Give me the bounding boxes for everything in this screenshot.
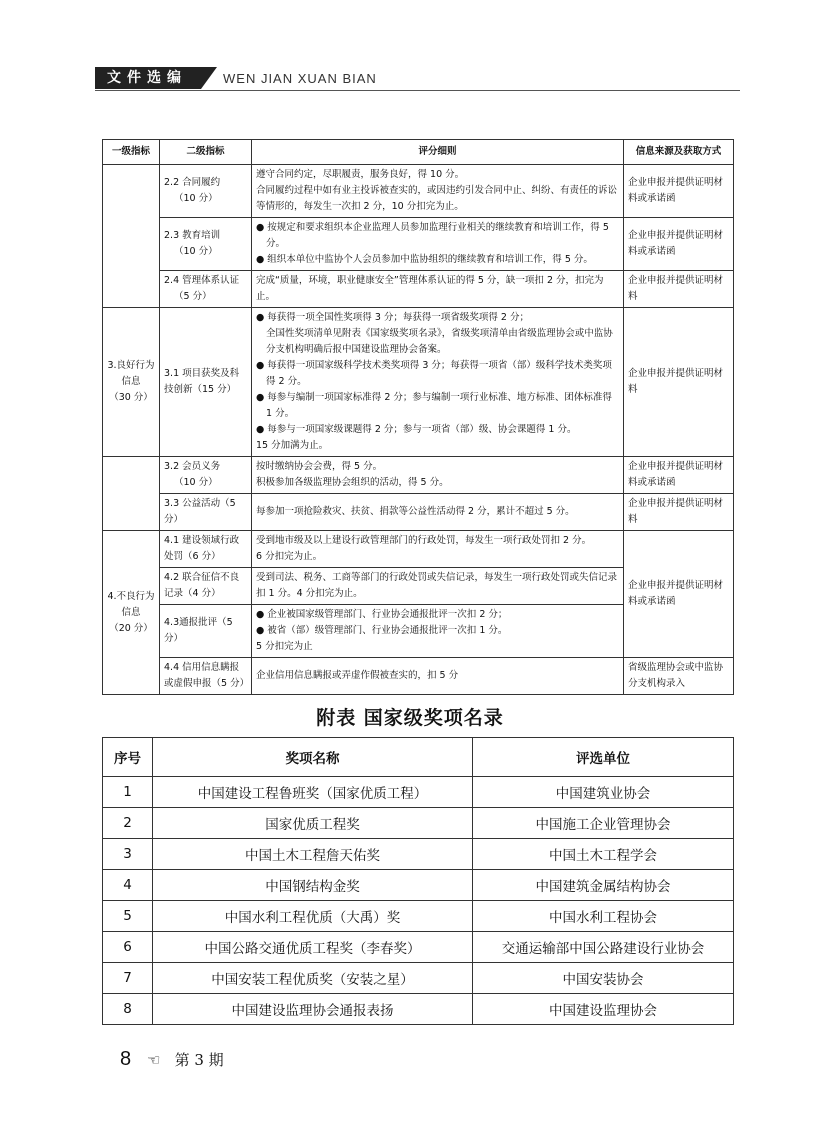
award-name-cell: 中国水利工程优质（大禹）奖	[153, 901, 473, 932]
award-name-cell: 中国建设工程鲁班奖（国家优质工程）	[153, 777, 473, 808]
table-row	[103, 494, 734, 531]
seq-cell: 7	[103, 963, 153, 994]
rules-cell: 完成“质量，环境，职业健康安全”管理体系认证的得 5 分，缺一项扣 2 分，扣完为止。	[252, 271, 624, 308]
table-row	[103, 218, 734, 271]
level1-cell	[103, 457, 160, 531]
organizer-cell: 中国建筑业协会	[473, 777, 734, 808]
table-row	[103, 808, 734, 839]
rules-cell: ● 按规定和要求组织本企业监理人员参加监理行业相关的继续教育和培训工作，得 5 分。 ● 组织本单位中监协个人会员参加中监协组织的继续教育和培训工作，得 5 分。	[252, 218, 624, 271]
source-cell: 企业申报并提供证明材料	[624, 494, 734, 531]
source-cell: 省级监理协会或中监协分支机构录入	[624, 658, 734, 695]
seq-cell: 5	[103, 901, 153, 932]
appendix-title: 附表 国家级奖项名录	[316, 707, 504, 729]
table-row	[103, 994, 734, 1025]
organizer-cell: 中国土木工程学会	[473, 839, 734, 870]
seq-cell: 3	[103, 839, 153, 870]
level1-cell: 4.不良行为 信息 （20 分）	[103, 531, 160, 695]
section-tab: 文件选编	[95, 67, 201, 89]
header-rule	[95, 90, 740, 91]
rules-cell: 受到地市级及以上建设行政管理部门的行政处罚，每发生一项行政处罚扣 2 分。 6 分扣完为止。	[252, 531, 624, 568]
rules-cell: ● 企业被国家级管理部门、行业协会通报批评一次扣 2 分； ● 被省（部）级管理部门、行业协会通报批评一次扣 1 分。 5 分扣完为止	[252, 605, 624, 658]
award-name-cell: 中国安装工程优质奖（安装之星）	[153, 963, 473, 994]
organizer-cell: 中国水利工程协会	[473, 901, 734, 932]
source-cell: 企业申报并提供证明材料	[624, 271, 734, 308]
table-row	[103, 901, 734, 932]
award-name-cell: 中国公路交通优质工程奖（李春奖）	[153, 932, 473, 963]
table-row	[103, 308, 734, 457]
rules-cell: 每参加一项抢险救灾、扶贫、捐款等公益性活动得 2 分，累计不超过 5 分。	[252, 494, 624, 531]
seq-cell: 8	[103, 994, 153, 1025]
organizer-cell: 中国建筑金属结构协会	[473, 870, 734, 901]
rules-cell: 受到司法、税务、工商等部门的行政处罚或失信记录，每发生一项行政处罚或失信记录扣 1 分。4 分扣完为止。	[252, 568, 624, 605]
level2-cell: 2.3 教育培训 （10 分）	[160, 218, 252, 271]
level1-cell	[103, 165, 160, 308]
organizer-cell: 交通运输部中国公路建设行业协会	[473, 932, 734, 963]
level1-cell: 3.良好行为 信息 （30 分）	[103, 308, 160, 457]
seq-cell: 6	[103, 932, 153, 963]
level2-cell: 4.4 信用信息瞒报 或虚假申报（5 分）	[160, 658, 252, 695]
table-row	[103, 658, 734, 695]
award-name-cell: 中国建设监理协会通报表扬	[153, 994, 473, 1025]
col-header: 信息来源及获取方式	[624, 140, 734, 165]
page-number: 8	[120, 1048, 132, 1070]
table-row	[103, 963, 734, 994]
rules-cell: ● 每获得一项全国性奖项得 3 分；每获得一项省级奖项得 2 分； 全国性奖项清单见附表《国家级奖项名录》，省级奖项清单由省级监理协会或中监协分支机构明确后报中国建设监理协会备案。 ● 每获得一项国家级科学技术类奖项得 3 分；每获得一项省（部）级科学技术类奖项得 2 分。 ● 每参与编制一项国家标准得 2 分；参与编制一项行业标准、地方标准、团体标准得 1 分。 ● 每参与一项国家级课题得 2 分；参与一项省（部）级、协会课题得 1 分。 15 分加满为止。	[252, 308, 624, 457]
table-row	[103, 457, 734, 494]
table-row	[103, 839, 734, 870]
pointing-hand-icon: ☜	[147, 1050, 161, 1069]
table-header-row	[103, 140, 734, 165]
table-row	[103, 165, 734, 218]
table-row	[103, 870, 734, 901]
source-cell: 企业申报并提供证明材料	[624, 308, 734, 457]
section-header	[95, 67, 377, 89]
level2-cell: 3.1 项目获奖及科 技创新（15 分）	[160, 308, 252, 457]
seq-cell: 4	[103, 870, 153, 901]
organizer-cell: 中国建设监理协会	[473, 994, 734, 1025]
table-row	[103, 777, 734, 808]
col-header: 二级指标	[160, 140, 252, 165]
award-name-cell: 中国土木工程詹天佑奖	[153, 839, 473, 870]
col-header: 一级指标	[103, 140, 160, 165]
rules-cell: 按时缴纳协会会费，得 5 分。 积极参加各级监理协会组织的活动，得 5 分。	[252, 457, 624, 494]
col-header: 评分细则	[252, 140, 624, 165]
source-cell: 企业申报并提供证明材料或承诺函	[624, 218, 734, 271]
level2-cell: 4.1 建设领域行政 处罚（6 分）	[160, 531, 252, 568]
section-tab-wedge	[201, 67, 217, 89]
col-header: 评选单位	[473, 738, 734, 777]
award-name-cell: 国家优质工程奖	[153, 808, 473, 839]
level2-cell: 2.4 管理体系认证 （5 分）	[160, 271, 252, 308]
source-cell: 企业申报并提供证明材料或承诺函	[624, 165, 734, 218]
level2-cell: 2.2 合同履约 （10 分）	[160, 165, 252, 218]
organizer-cell: 中国安装协会	[473, 963, 734, 994]
level2-cell: 4.3通报批评（5 分）	[160, 605, 252, 658]
level2-cell: 3.2 会员义务 （10 分）	[160, 457, 252, 494]
page-footer	[120, 1048, 224, 1071]
section-english: WEN JIAN XUAN BIAN	[223, 70, 377, 86]
level2-cell: 4.2 联合征信不良 记录（4 分）	[160, 568, 252, 605]
table-row	[103, 531, 734, 568]
issue-label: 第 3 期	[174, 1051, 224, 1069]
table-row	[103, 932, 734, 963]
source-cell: 企业申报并提供证明材料或承诺函	[624, 457, 734, 494]
rules-cell: 遵守合同约定，尽职履责，服务良好，得 10 分。 合同履约过程中如有业主投诉被查实的，或因违约引发合同中止、纠纷、有责任的诉讼等情形的，每发生一次扣 2 分，10 分扣完为止。	[252, 165, 624, 218]
seq-cell: 1	[103, 777, 153, 808]
table-header-row	[103, 738, 734, 777]
rules-cell: 企业信用信息瞒报或弄虚作假被查实的，扣 5 分	[252, 658, 624, 695]
level2-cell: 3.3 公益活动（5 分）	[160, 494, 252, 531]
col-header: 序号	[103, 738, 153, 777]
scoring-table	[102, 139, 734, 695]
table-row	[103, 271, 734, 308]
source-cell: 企业申报并提供证明材料或承诺函	[624, 531, 734, 658]
awards-table	[102, 737, 734, 1025]
seq-cell: 2	[103, 808, 153, 839]
col-header: 奖项名称	[153, 738, 473, 777]
award-name-cell: 中国钢结构金奖	[153, 870, 473, 901]
organizer-cell: 中国施工企业管理协会	[473, 808, 734, 839]
